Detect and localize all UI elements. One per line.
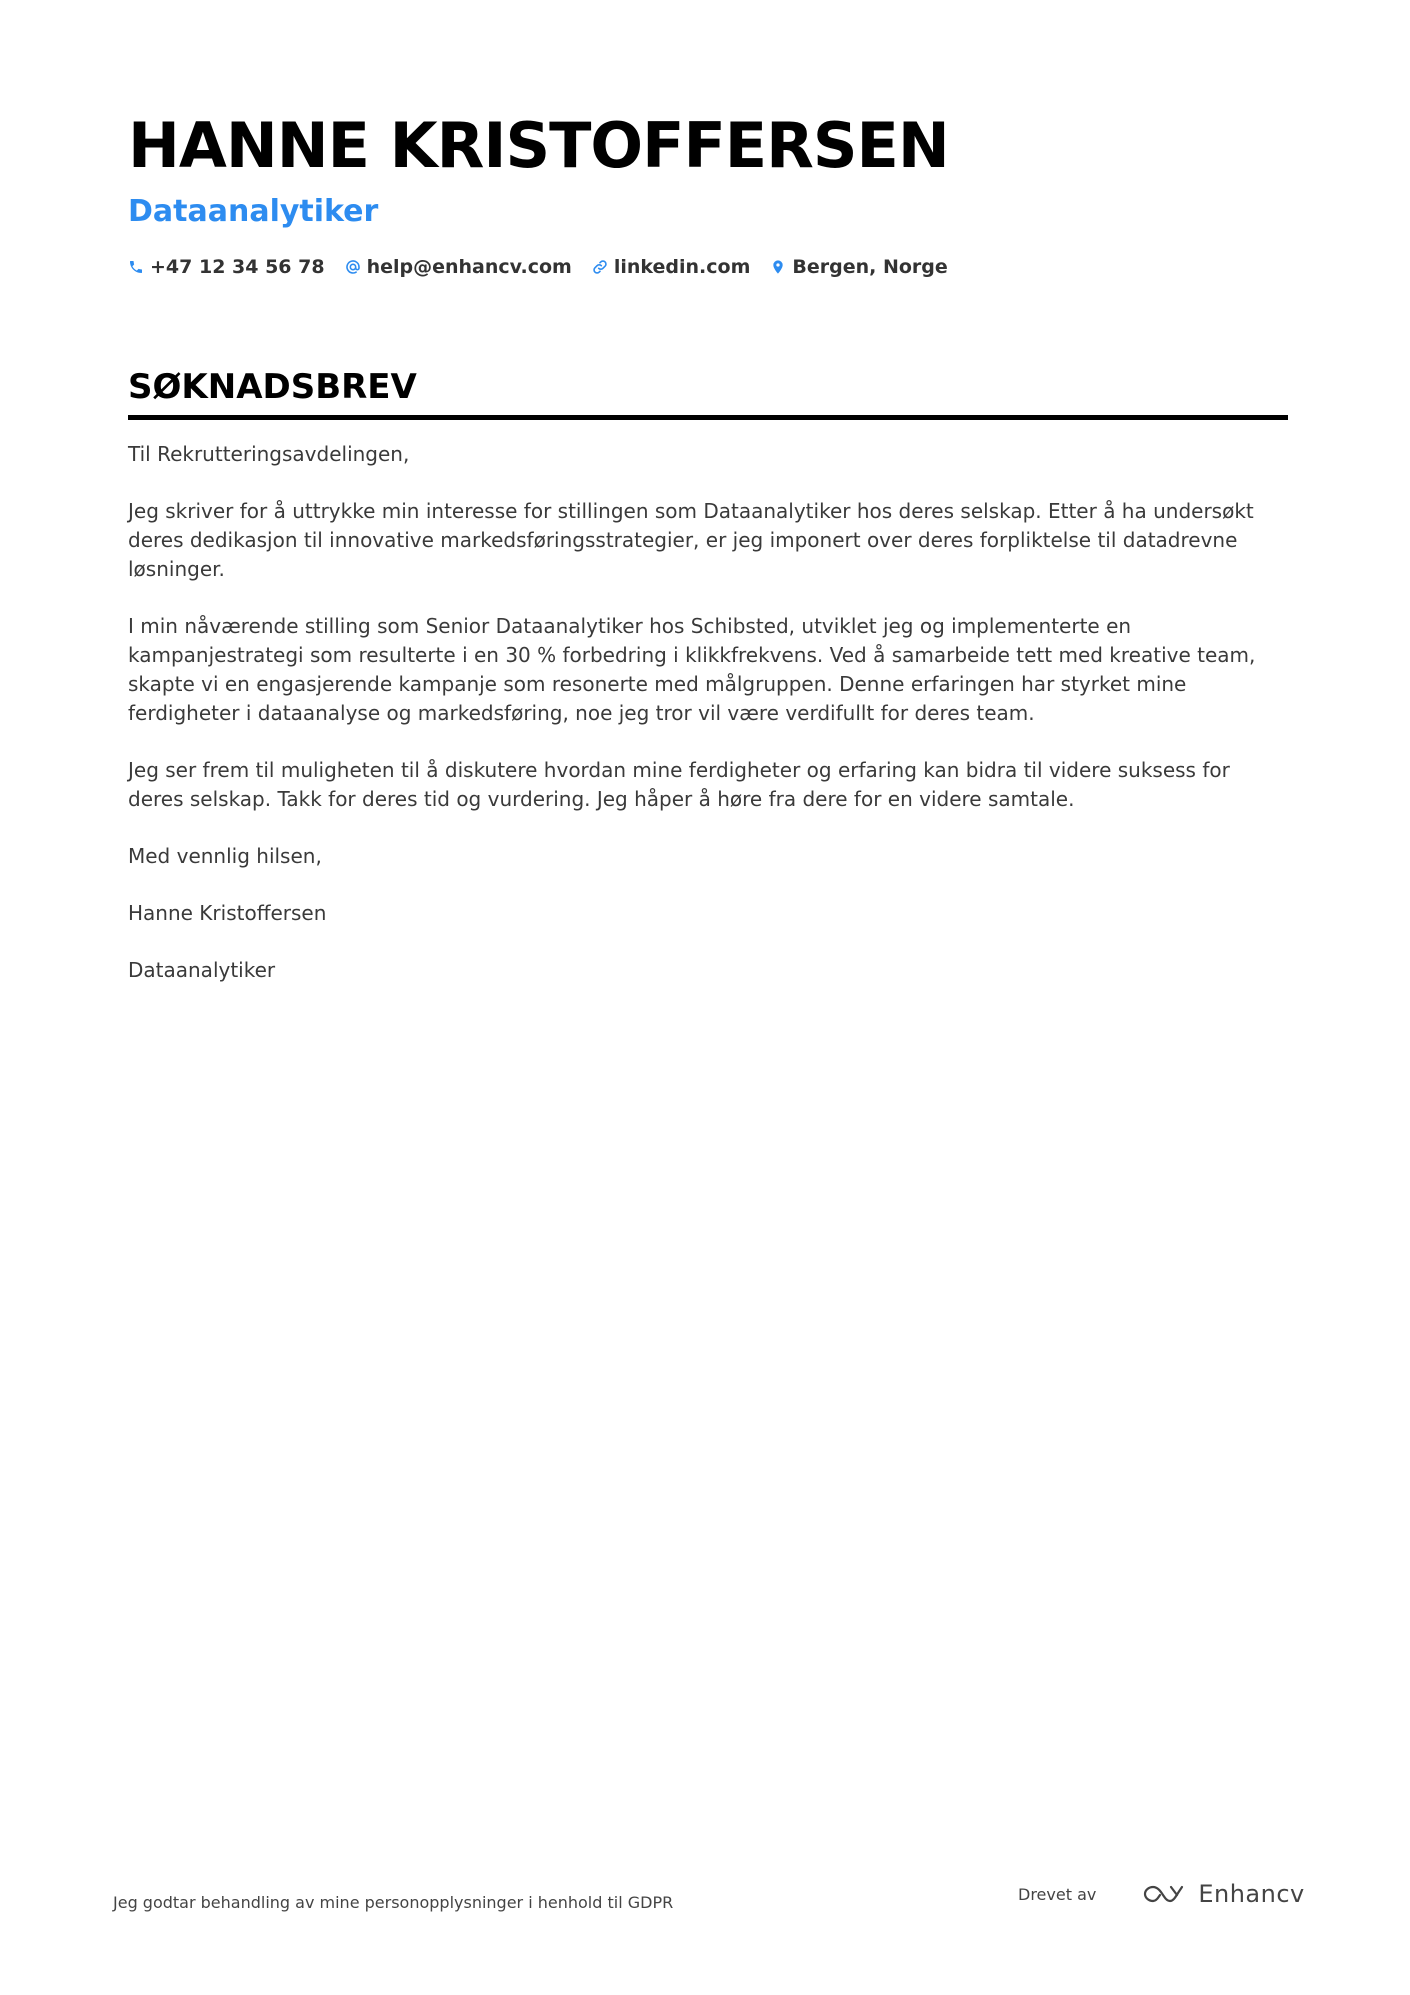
phone-icon	[128, 259, 144, 275]
contact-linkedin[interactable]	[592, 256, 751, 278]
gdpr-consent: Jeg godtar behandling av mine personopplysninger i henhold til GDPR	[113, 1893, 674, 1912]
enhancv-logo-text: Enhancv	[1198, 1880, 1305, 1908]
applicant-role: Dataanalytiker	[128, 194, 379, 229]
signature-name: Hanne Kristoffersen	[128, 901, 327, 925]
enhancv-logo[interactable]	[1140, 1880, 1304, 1908]
powered-by	[1018, 1880, 1305, 1908]
letter-greeting: Til Rekrutteringsavdelingen,	[128, 442, 410, 466]
powered-by-label: Drevet av	[1018, 1884, 1097, 1904]
letter-paragraph: Jeg skriver for å uttrykke min interesse for stillingen som Dataanalytiker hos deres selskap. Etter å ha undersøkt deres dedikasjon til innovative markedsføringsstrategier, er jeg imponert over deres forpliktelse til datadrevne løsninger.	[128, 499, 1254, 581]
header	[128, 108, 1288, 278]
contact-phone	[128, 256, 325, 278]
contact-location	[770, 256, 947, 278]
applicant-name: HANNE KRISTOFFERSEN	[128, 109, 949, 182]
letter-body	[128, 440, 1288, 1013]
letter-paragraph: I min nåværende stilling som Senior Dataanalytiker hos Schibsted, utviklet jeg og implementerte en kampanjestrategi som resulterte i en 30 % forbedring i klikkfrekvens. Ved å samarbeide tett med kreative team, skapte vi en engasjerende kampanje som resonerte med målgruppen. Denne erfaringen har styrket mine ferdigheter i dataanalyse og markedsføring, noe jeg tror vil være verdifullt for deres team.	[128, 614, 1256, 725]
contact-location-text: Bergen, Norge	[792, 256, 948, 278]
link-icon	[592, 259, 608, 275]
letter-paragraph: Jeg ser frem til muligheten til å diskutere hvordan mine ferdigheter og erfaring kan bidra til videre suksess for deres selskap. Takk for deres tid og vurdering. Jeg håper å høre fra dere for en videre samtale.	[128, 758, 1230, 811]
at-icon	[345, 259, 361, 275]
contact-email[interactable]	[345, 256, 572, 278]
contact-email-text: help@enhancv.com	[366, 256, 572, 278]
contact-row	[128, 256, 1288, 278]
section-title: SØKNADSBREV	[128, 365, 1288, 420]
contact-linkedin-text: linkedin.com	[613, 256, 751, 278]
signature-title: Dataanalytiker	[128, 958, 276, 982]
letter-closing: Med vennlig hilsen,	[128, 844, 322, 868]
enhancv-logo-icon	[1140, 1881, 1186, 1907]
contact-phone-text: +47 12 34 56 78	[150, 256, 325, 278]
location-pin-icon	[770, 259, 786, 275]
